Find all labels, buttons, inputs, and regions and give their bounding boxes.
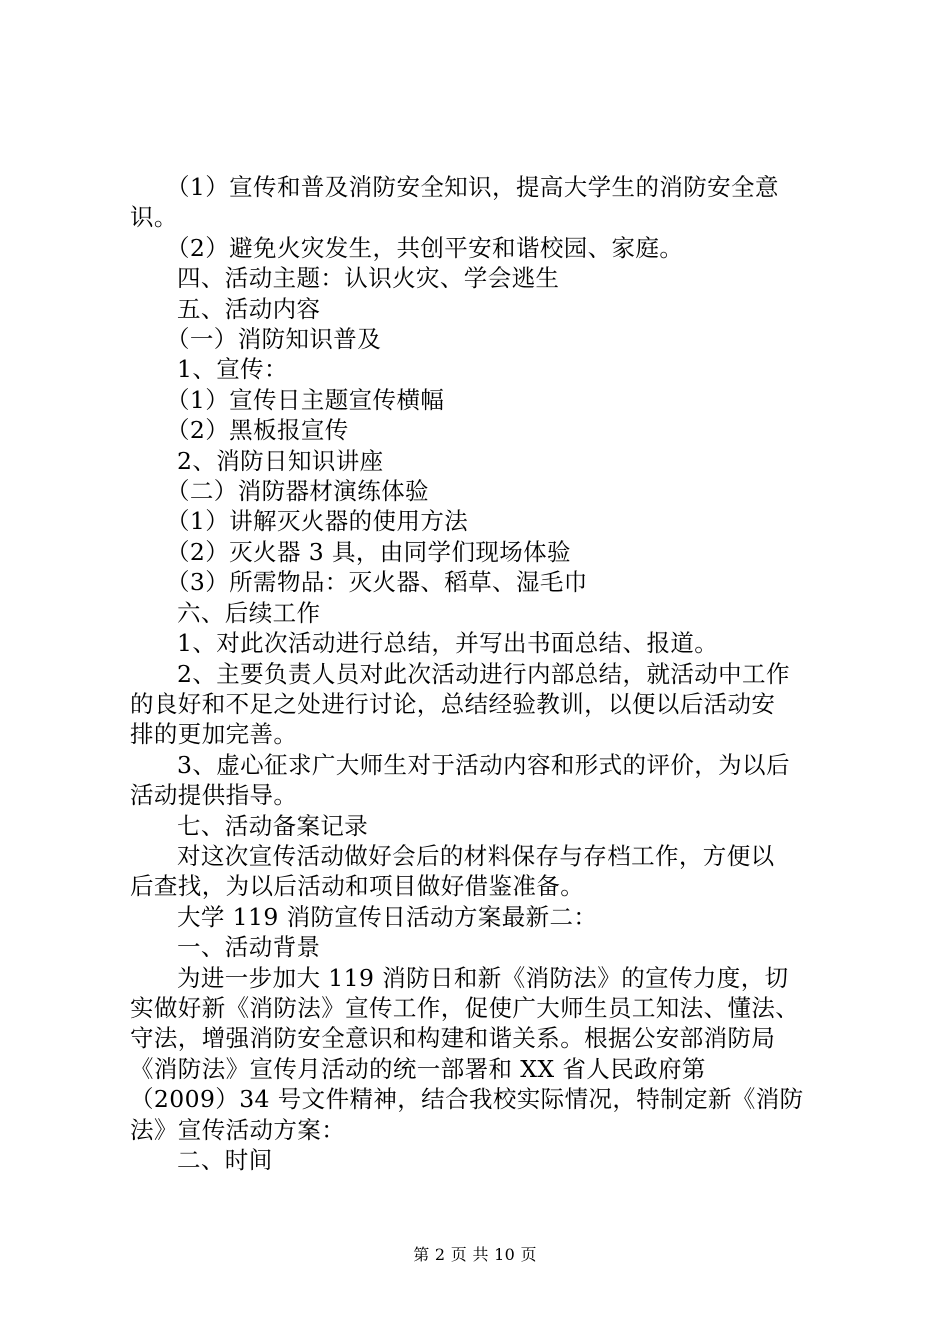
text-line: 二、时间 xyxy=(177,1146,273,1174)
page-footer: 第 2 页 共 10 页 xyxy=(413,1245,537,1264)
text-line: 七、活动备案记录 xyxy=(177,811,369,840)
text-line: （2）灭火器 3 具，由同学们现场体验 xyxy=(166,537,571,566)
text-line: （2）黑板报宣传 xyxy=(166,416,349,445)
text-line: 守法，增强消防安全意识和构建和谐关系。根据公安部消防局 xyxy=(130,1024,776,1053)
text-line: 五、活动内容 xyxy=(177,294,321,323)
text-line: （2009）34 号文件精神，结合我校实际情况，特制定新《消防 xyxy=(130,1085,804,1114)
text-line: （1）宣传日主题宣传横幅 xyxy=(166,385,445,414)
text-line: 对这次宣传活动做好会后的材料保存与存档工作，方便以 xyxy=(177,841,775,870)
text-line: 后查找，为以后活动和项目做好借鉴准备。 xyxy=(130,872,585,901)
text-line: 四、活动主题：认识火灾、学会逃生 xyxy=(177,264,560,293)
text-line: （1）宣传和普及消防安全知识，提高大学生的消防安全意 xyxy=(166,173,779,201)
text-line: （二）消防器材演练体验 xyxy=(166,477,429,506)
text-line: 排的更加完善。 xyxy=(130,720,298,749)
document-body xyxy=(130,172,830,1175)
text-line: 六、后续工作 xyxy=(177,598,321,627)
text-line: 为进一步加大 119 消防日和新《消防法》的宣传力度，切 xyxy=(177,963,789,992)
text-line: 一、活动背景 xyxy=(177,933,321,962)
text-line: 《消防法》宣传月活动的统一部署和 XX 省人民政府第 xyxy=(130,1054,706,1083)
text-line: 实做好新《消防法》宣传工作，促使广大师生员工知法、懂法、 xyxy=(130,993,800,1022)
text-line: 3、虚心征求广大师生对于活动内容和形式的评价，为以后 xyxy=(177,750,790,779)
text-line: （一）消防知识普及 xyxy=(166,325,382,354)
text-line: 1、对此次活动进行总结，并写出书面总结、报道。 xyxy=(177,629,719,658)
text-line: 大学 119 消防宣传日活动方案最新二： xyxy=(177,902,598,931)
text-line: （1）讲解灭火器的使用方法 xyxy=(166,507,469,536)
text-line: 识。 xyxy=(130,203,178,232)
text-line: 的良好和不足之处进行讨论，总结经验教训，以便以后活动安 xyxy=(130,689,776,718)
text-line: 2、主要负责人员对此次活动进行内部总结，就活动中工作 xyxy=(177,659,790,688)
text-line: （2）避免火灾发生，共创平安和谐校园、家庭。 xyxy=(166,233,684,262)
text-line: （3）所需物品：灭火器、稻草、湿毛巾 xyxy=(166,568,588,597)
text-line: 活动提供指导。 xyxy=(130,781,298,810)
text-line: 法》宣传活动方案： xyxy=(130,1115,346,1144)
text-line: 2、消防日知识讲座 xyxy=(177,446,384,475)
text-line: 1、宣传： xyxy=(177,355,288,384)
